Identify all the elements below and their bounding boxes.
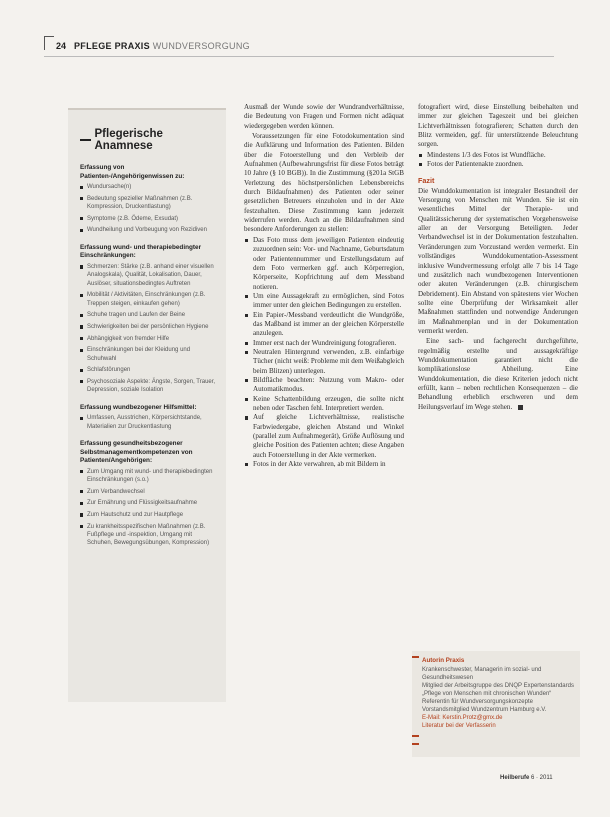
paragraph: fotografiert wird, diese Einstellung beibehalten und immer zur gleichen Tageszeit und bei gleichen Lichtverhältnissen fotografieren; Schatten durch den Blitz vermeiden, ggf. für unterstützende Beleuchtung sorgen.	[418, 103, 578, 149]
issue-number: 6 · 2011	[531, 775, 553, 781]
list-item: Wundursache(n)	[80, 183, 218, 191]
list-item: Schlafstörungen	[80, 366, 218, 374]
list-item: Mobilität / Aktivitäten, Einschränkungen (z.B. Treppen steigen, einkaufen gehen)	[80, 291, 218, 308]
list-item: Um eine Aussagekraft zu ermöglichen, sind Fotos immer unter den gleichen Bedingungen zu erstellen.	[244, 292, 404, 311]
accent-bar	[412, 735, 419, 737]
list-item: Schwierigkeiten bei der persönlichen Hygiene	[80, 323, 218, 331]
requirements-list	[244, 236, 404, 470]
list-item: Symptome (z.B. Ödeme, Exsudat)	[80, 215, 218, 223]
list-item: Mindestens 1/3 des Fotos ist Wundfläche.	[418, 151, 578, 160]
infobox-line: Vorstandsmitglied Wundzentrum Hamburg e.V.	[422, 707, 547, 713]
page-header	[44, 40, 584, 60]
list-item: Das Foto muss dem jeweiligen Patienten eindeutig zuzuordnen sein: Vor- und Nachname, Geburtsdatum oder Patientennummer und Erstellungsdatum auf dem Foto vermerken ggf. auch Körperregion, Körperseite, Kopfrichtung auf dem Messband notieren.	[244, 236, 404, 292]
group-heading: Erfassung wundbezogener Hilfsmittel:	[80, 403, 197, 411]
section-name: PFLEGE PRAXIS	[74, 41, 150, 51]
paragraph-text: Eine sach- und fachgerecht durchgeführte, regelmäßig erstellte und aussagekräftige Wunddokumentation garantiert nicht die komplikationslose Abheilung. Eine Wunddokumentation, die diese Kriterien jedoch nicht erfüllt, kann – neben rechtlichen Konsequenzen – die Behandlung erheblich erschweren und dem Heilungsverlauf im Wege stehen.	[418, 337, 578, 411]
fazit-heading: Fazit	[418, 176, 435, 186]
requirements-list	[418, 151, 578, 170]
list-item: Zum Umgang mit wund- und therapiebedingten Einschränkungen (s.o.)	[80, 468, 218, 485]
page-number: 24	[56, 41, 67, 51]
list-item: Umfassen, Ausstrichen, Körpersichtstande, Materialien zur Druckentlastung	[80, 414, 218, 431]
end-mark-icon	[518, 405, 523, 410]
list-item: Keine Schattenbildung erzeugen, die sollte nicht neben oder Taschen fehl. Interpretiert werden.	[244, 395, 404, 414]
list-item: Abhängigkeit von fremder Hilfe	[80, 335, 218, 343]
article-column-2	[418, 103, 578, 413]
paragraph: Ausmaß der Wunde sowie der Wundrandverhältnisse, die Bedeutung von Fragen und Formen nicht adäquat wiedergegeben werden können.	[244, 103, 404, 130]
section-title	[74, 41, 250, 51]
subsection-name: WUNDVERSORGUNG	[152, 41, 250, 51]
list-item: Wundheilung und Vorbeugung von Rezidiven	[80, 226, 218, 234]
list-item: Zu krankheitsspezifischen Maßnahmen (z.B. Fußpflege und -inspektion, Umgang mit Schuhen, Bewegungsübungen, Kompression)	[80, 523, 218, 548]
paragraph: Die Wunddokumentation ist integraler Bestandteil der Versorgung von Menschen mit Wunden. Sie ist ein wesentliches Mittel der Therapie- und Qualitätssicherung der systematischen Vorgehensweise aller an der Versorgung Beteiligten. Jeder Verbandwechsel ist in der Dokumentation festzuhalten. Veränderungen zum Vorzustand werden vermerkt. Ein vollständiges Wunddokumentation-Assessment inklusive Wundvermessung erfolgt alle 7 bis 14 Tage und zusätzlich nach wundbezogenen Interventionen oder akuten Veränderungen (z.B. chirurgischem Debridement). Ein Abstand von spätestens vier Wochen sollte eine Überprüfung der Wirksamkeit aller Maßnahmen stattfinden und notwendige Änderungen im Maßnahmenplan und in der Dokumentation vermerkt werden.	[418, 186, 578, 335]
list-item: Schuhe tragen und Laufen der Beine	[80, 311, 218, 319]
group-list	[80, 263, 218, 395]
accent-bar	[412, 656, 419, 658]
author-infobox	[412, 651, 580, 757]
anamnesis-box	[68, 108, 226, 702]
list-item: Ein Papier-/Messband verdeutlicht die Wundgröße, das Maßband ist immer an der gleichen Körperstelle anzulegen.	[244, 311, 404, 339]
list-item: Bedeutung spezieller Maßnahmen (z.B. Kompression, Druckentlastung)	[80, 195, 218, 212]
infobox-line: Mitglied der Arbeitsgruppe des DNQP Expertenstandards „Pflege von Menschen mit chronischen Wunden“	[422, 683, 574, 697]
title-dash	[80, 139, 91, 141]
list-item: Bildfläche beachten: Nutzung vom Makro- oder Automatikmodus.	[244, 376, 404, 395]
paragraph: Voraussetzungen für eine Fotodokumentation sind die Aufklärung und Information des Patienten. Bilden über die Fotoerstellung und den Verbleib der Aufnahmen (Aufbewahrungsfrist für diese Fotos beträgt 10 Jahre (§ 10 BGB)). In die Zustimmung (§201a StGB Verletzung des höchstpersönlichen Lebensbereichs durch Bildaufnahmen) des Patienten oder seiner gesetzlichen Betreuers einzuholen und in der Akte festzuhalten. Diese Zustimmung kann jederzeit widerrufen werden. Auch an die Bildaufnahmen sind besondere Anforderungen zu stellen:	[244, 132, 404, 234]
literature-note: Literatur bei der Verfasserin	[422, 723, 496, 729]
list-item: Zur Ernährung und Flüssigkeitsaufnahme	[80, 499, 218, 507]
box-title	[80, 128, 218, 152]
group-heading: Erfassung wund- und therapiebedingter Einschränkungen:	[80, 243, 202, 260]
group-list	[80, 183, 218, 235]
paragraph	[418, 337, 578, 412]
page-footer	[500, 775, 553, 781]
article-column-1	[244, 103, 404, 469]
infobox-title: Autorin Praxis	[422, 657, 465, 664]
crop-mark	[44, 36, 54, 50]
group-heading: Erfassung gesundheitsbezogener Selbstmanagementkompetenzen von Patienten/Angehörigen:	[80, 439, 193, 465]
list-item: Einschränkungen bei der Kleidung und Schuhwahl	[80, 346, 218, 363]
group-heading: Erfassung von Patienten-/Angehörigenwissen zu:	[80, 164, 185, 180]
list-item: Neutralen Hintergrund verwenden, z.B. einfarbige Tücher (nicht weiß: Probleme mit dem Weißabgleich beim Blitzen) unterlegen.	[244, 348, 404, 376]
header-rule	[44, 56, 554, 57]
journal-name: Heilberufe	[500, 775, 530, 781]
infobox-line: Referentin für Wundversorgungskonzepte	[422, 699, 533, 705]
list-item: Fotos der Patientenakte zuordnen.	[418, 160, 578, 169]
list-item: Zum Verbandwechsel	[80, 488, 218, 496]
author-email-link[interactable]: E-Mail: Kerstin.Protz@gmx.de	[422, 715, 503, 721]
list-item: Schmerzen: Stärke (z.B. anhand einer visuellen Analogskala), Qualität, Lokalisation, Dauer, Auslöser, situationsbedingtes Auftreten	[80, 263, 218, 288]
list-item: Fotos in der Akte verwahren, ab mit Bildern in	[244, 460, 404, 469]
list-item: Psychosoziale Aspekte: Ängste, Sorgen, Trauer, Depression, soziale Isolation	[80, 378, 218, 395]
box-title-text: Pflegerische Anamnese	[94, 128, 163, 152]
accent-bar	[412, 743, 419, 745]
list-item: Immer erst nach der Wundreinigung fotografieren.	[244, 339, 404, 348]
list-item: Zum Hautschutz und zur Hautpflege	[80, 511, 218, 519]
infobox-line: Krankenschwester, Managerin im sozial- und Gesundheitswesen	[422, 667, 542, 681]
group-list	[80, 414, 218, 431]
group-list	[80, 468, 218, 548]
list-item: Auf gleiche Lichtverhältnisse, realistische Farbwiedergabe, gleichen Abstand und Winkel (parallel zum Aufnahmegerät), Größe Auflösung und gleiche Position des Patienten achten; diese Angaben auch Fotoerstellung in der Akte vermerken.	[244, 413, 404, 460]
